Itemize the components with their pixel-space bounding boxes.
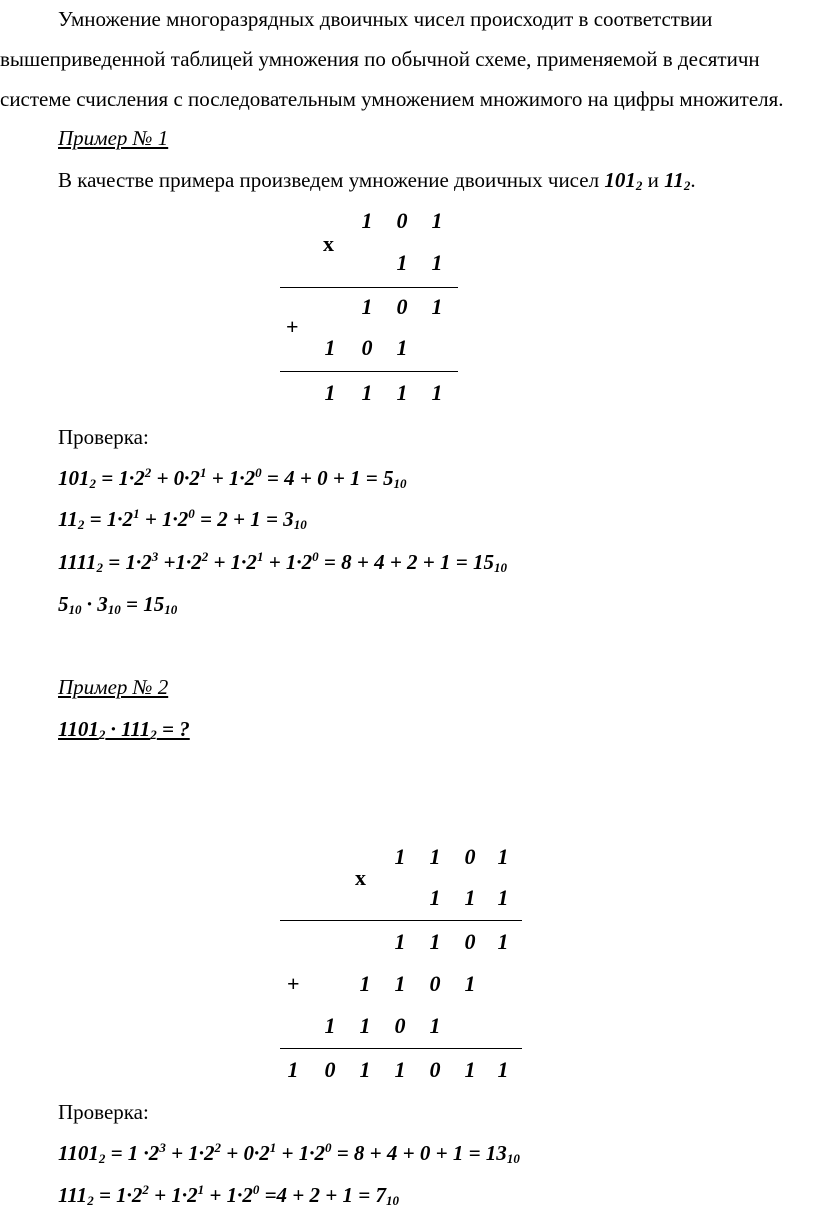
digit: 1 — [429, 885, 441, 910]
digit: 1 — [464, 885, 476, 910]
example1-check-line-4: $5_{10} \cdot 3_{10} = 15_{10}$ — [58, 592, 178, 617]
digit: 1 — [394, 929, 406, 954]
digit: 1 — [359, 971, 371, 996]
example2-check-label: Проверка: — [58, 1100, 149, 1124]
digit: 0 — [324, 1057, 336, 1082]
digit: 1 — [429, 1013, 441, 1038]
digit: 1 — [394, 844, 406, 869]
digit: 1 — [396, 250, 408, 275]
example1-heading: Пример № 1 — [58, 126, 169, 150]
digit: 0 — [394, 1013, 406, 1038]
digit: 1 — [394, 971, 406, 996]
number-b: $11_2$ — [664, 168, 691, 193]
rule-line — [280, 287, 458, 288]
digit: 1 — [361, 294, 373, 319]
intro-line-3: системе счисления с последовательным умножением множимого на цифры множителя. — [0, 87, 784, 111]
digit: 0 — [361, 335, 373, 360]
digit: 1 — [396, 335, 408, 360]
example1-check-line-1: $101_2 = 1\cdot 2^2 + 0\cdot 2^1 + 1\cdot 2^0 = 4 + 0 + 1 = 5_{10}$ — [58, 465, 407, 491]
example1-statement — [58, 168, 696, 192]
digit: 1 — [464, 971, 476, 996]
multiply-sign: x — [323, 231, 334, 256]
rule-line — [280, 920, 522, 921]
digit: 1 — [361, 380, 373, 405]
example2-check-line-1: $1101_2 = 1 \cdot 2^3 + 1\cdot 2^2 + 0\cdot 2^1 + 1\cdot 2^0 = 8 + 4 + 0 + 1 = 13_{10}$ — [58, 1140, 520, 1166]
digit: 1 — [359, 1057, 371, 1082]
intro-line-1: Умножение многоразрядных двоичных чисел происходит в соответствии — [58, 7, 713, 31]
example1-check-line-3: $1111_2 = 1\cdot 2^3 +1\cdot 2^2 + 1\cdot 2^1 + 1\cdot 2^0 = 8 + 4 + 2 + 1 = 15_{10}$ — [58, 549, 507, 575]
plus-sign: + — [287, 971, 300, 996]
digit: 1 — [431, 208, 443, 233]
rule-line — [280, 1048, 522, 1049]
digit: 1 — [497, 844, 509, 869]
digit: 1 — [361, 208, 373, 233]
digit: 1 — [396, 380, 408, 405]
statement-suffix: . — [690, 168, 696, 192]
digit: 0 — [429, 971, 441, 996]
digit: 1 — [464, 1057, 476, 1082]
number-a: $101_2$ — [604, 168, 643, 193]
digit: 1 — [431, 250, 443, 275]
digit: 1 — [359, 1013, 371, 1038]
multiply-sign: x — [355, 865, 366, 890]
digit: 0 — [464, 929, 476, 954]
example1-check-label: Проверка: — [58, 425, 149, 449]
statement-conj: и — [642, 168, 665, 192]
digit: 0 — [464, 844, 476, 869]
digit: 1 — [431, 294, 443, 319]
intro-line-2: вышеприведенной таблицей умножения по обычной схеме, применяемой в десятичн — [0, 47, 760, 71]
digit: 0 — [396, 294, 408, 319]
digit: 1 — [497, 885, 509, 910]
digit: 1 — [431, 380, 443, 405]
digit: 1 — [394, 1057, 406, 1082]
plus-sign: + — [286, 314, 299, 339]
statement-prefix: В качестве примера произведем умножение двоичных чисел — [58, 168, 605, 192]
digit: 1 — [429, 844, 441, 869]
example2-check-line-2: $111_2 = 1\cdot 2^2 + 1\cdot 2^1 + 1\cdot 2^0 =4 + 2 + 1 = 7_{10}$ — [58, 1182, 399, 1208]
digit: 1 — [324, 1013, 336, 1038]
rule-line — [280, 371, 458, 372]
example2-task: $1101_2 \cdot 111_2$ = ? — [58, 717, 190, 742]
example1-check-line-2: $11_2 = 1\cdot 2^1 + 1\cdot 2^0 = 2 + 1 = 3_{10}$ — [58, 506, 307, 532]
digit: 0 — [429, 1057, 441, 1082]
digit: 1 — [324, 335, 336, 360]
example2-heading: Пример № 2 — [58, 675, 169, 699]
digit: 1 — [497, 1057, 509, 1082]
digit: 1 — [287, 1057, 299, 1082]
digit: 1 — [497, 929, 509, 954]
digit: 1 — [324, 380, 336, 405]
digit: 1 — [429, 929, 441, 954]
digit: 0 — [396, 208, 408, 233]
